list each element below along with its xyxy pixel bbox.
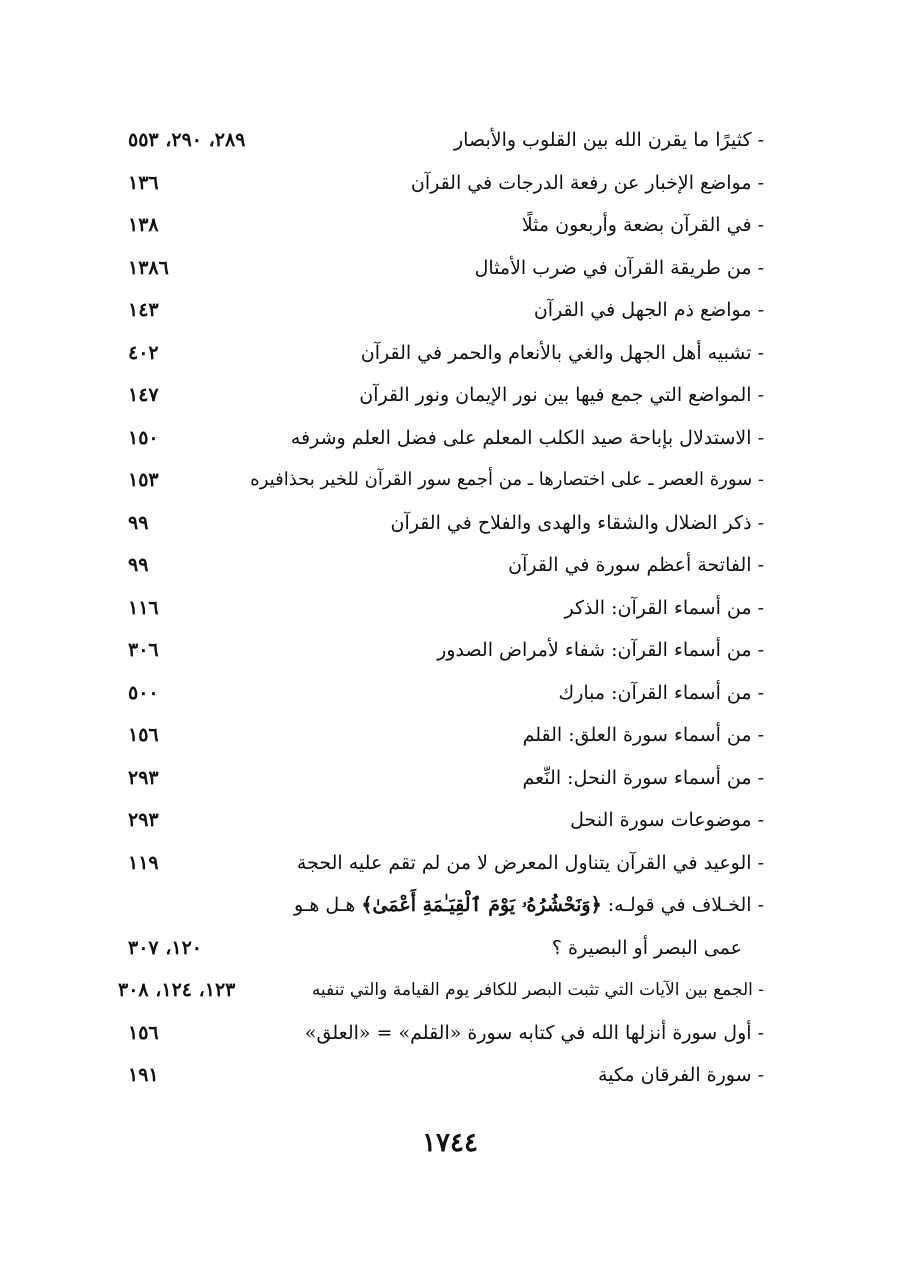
list-item xyxy=(0,460,900,503)
entry-text: - الوعيد في القرآن يتناول المعرض لا من لم تقم عليه الحجة xyxy=(296,851,764,874)
entry-text: - من أسماء القرآن: الذكر xyxy=(564,596,764,619)
list-item xyxy=(0,248,900,291)
entry-pages: ١٥٦ xyxy=(128,724,159,746)
entry-text: - مواضع الإخبار عن رفعة الدرجات في القرآن xyxy=(410,171,764,194)
list-item xyxy=(0,333,900,376)
entry-pages: ١٢٣، ١٢٤، ٣٠٨ xyxy=(118,979,236,1001)
entry-pages: ١٤٣ xyxy=(128,299,159,321)
entry-pages: ١١٩ xyxy=(128,851,159,874)
entry-pages: ١٣٦ xyxy=(128,171,159,194)
entry-text: - من طريقة القرآن في ضرب الأمثال xyxy=(474,256,764,279)
entry-text: - موضوعات سورة النحل xyxy=(570,809,764,831)
list-item xyxy=(0,545,900,588)
entry-pages: ١٣٨ xyxy=(128,214,159,236)
entry-pages: ٢٨٩، ٢٩٠، ٥٥٣ xyxy=(128,129,246,151)
list-item xyxy=(0,1055,900,1098)
entry-pages: ١٩١ xyxy=(128,1064,159,1086)
entry-text: - المواضع التي جمع فيها بين نور الإيمان ونور القرآن xyxy=(359,384,764,406)
quran-verse: ﴿وَنَحْشُرُهُۥ يَوْمَ ٱلْقِيَـٰمَةِ أَعْمَىٰ﴾ xyxy=(361,894,602,916)
entry-pages: ٢٩٣ xyxy=(128,809,159,831)
list-item-khilaf-line1 xyxy=(0,885,900,928)
entry-text: - أول سورة أنزلها الله في كتابه سورة «القلم» = «العلق» xyxy=(304,1021,764,1044)
entry-text: - من أسماء القرآن: مبارك xyxy=(558,681,764,704)
entry-pages: ٣٠٦ xyxy=(128,639,159,661)
list-item xyxy=(0,1013,900,1056)
entry-pages: ١٥٣ xyxy=(128,469,159,491)
entry-text: - مواضع ذم الجهل في القرآن xyxy=(533,299,764,321)
entry-text: - من أسماء سورة العلق: القلم xyxy=(522,724,764,746)
entry-text: - الجمع بين الآيات التي تثبت البصر للكافر يوم القيامة والتي تنفيه xyxy=(311,980,764,1000)
list-item xyxy=(0,630,900,673)
list-item xyxy=(0,163,900,206)
entry-pages: ٩٩ xyxy=(128,511,149,534)
list-item xyxy=(0,375,900,418)
list-item-khilaf-line2 xyxy=(0,928,900,971)
list-item xyxy=(0,290,900,333)
entry-text: - الفاتحة أعظم سورة في القرآن xyxy=(508,554,764,576)
entry-text: - سورة العصر ـ على اختصارها ـ من أجمع سور القرآن للخير بحذافيره xyxy=(250,469,764,490)
entry-text: - في القرآن بضعة وأربعون مثلًا xyxy=(521,214,764,236)
list-item xyxy=(0,843,900,886)
entry-pages: ٩٩ xyxy=(128,554,149,576)
entry-pages: ٢٩٣ xyxy=(128,766,159,789)
entry-pages: ١١٦ xyxy=(128,596,159,619)
entry-text-continued: عمى البصر أو البصيرة ؟ xyxy=(551,936,742,959)
entry-pages: ٤٠٢ xyxy=(128,341,159,364)
list-item xyxy=(0,715,900,758)
list-item xyxy=(0,205,900,248)
page-number: ١٧٤٤ xyxy=(422,1128,478,1158)
list-item xyxy=(0,120,900,163)
entry-text: - سورة الفرقان مكية xyxy=(598,1064,764,1086)
list-item xyxy=(0,588,900,631)
list-item xyxy=(0,503,900,546)
entry-text: - تشبيه أهل الجهل والغي بالأنعام والحمر في القرآن xyxy=(360,341,764,364)
index-entries xyxy=(0,120,900,1098)
list-item xyxy=(0,418,900,461)
entry-text: - من أسماء القرآن: شفاء لأمراض الصدور xyxy=(437,639,764,661)
list-item xyxy=(0,758,900,801)
entry-text: - كثيرًا ما يقرن الله بين القلوب والأبصار xyxy=(454,129,764,151)
entry-pages: ١٢٠، ٣٠٧ xyxy=(128,936,202,959)
entry-pages: ١٣٨٦ xyxy=(128,256,169,279)
list-item xyxy=(0,970,900,1013)
khilaf-prefix: - الخـلاف في قولـه: xyxy=(601,894,764,916)
list-item xyxy=(0,673,900,716)
entry-pages: ١٥٠ xyxy=(128,426,159,449)
entry-pages: ١٤٧ xyxy=(128,384,159,406)
entry-text: - الاستدلال بإباحة صيد الكلب المعلم على فضل العلم وشرفه xyxy=(290,426,764,449)
entry-text: - من أسماء سورة النحل: النِّعم xyxy=(522,766,764,789)
entry-text xyxy=(294,891,764,919)
entry-text: - ذكر الضلال والشقاء والهدى والفلاح في القرآن xyxy=(390,511,764,534)
entry-pages: ١٥٦ xyxy=(128,1021,159,1044)
entry-pages: ٥٠٠ xyxy=(128,681,159,704)
list-item xyxy=(0,800,900,843)
khilaf-suffix: هـل هـو xyxy=(293,894,362,916)
